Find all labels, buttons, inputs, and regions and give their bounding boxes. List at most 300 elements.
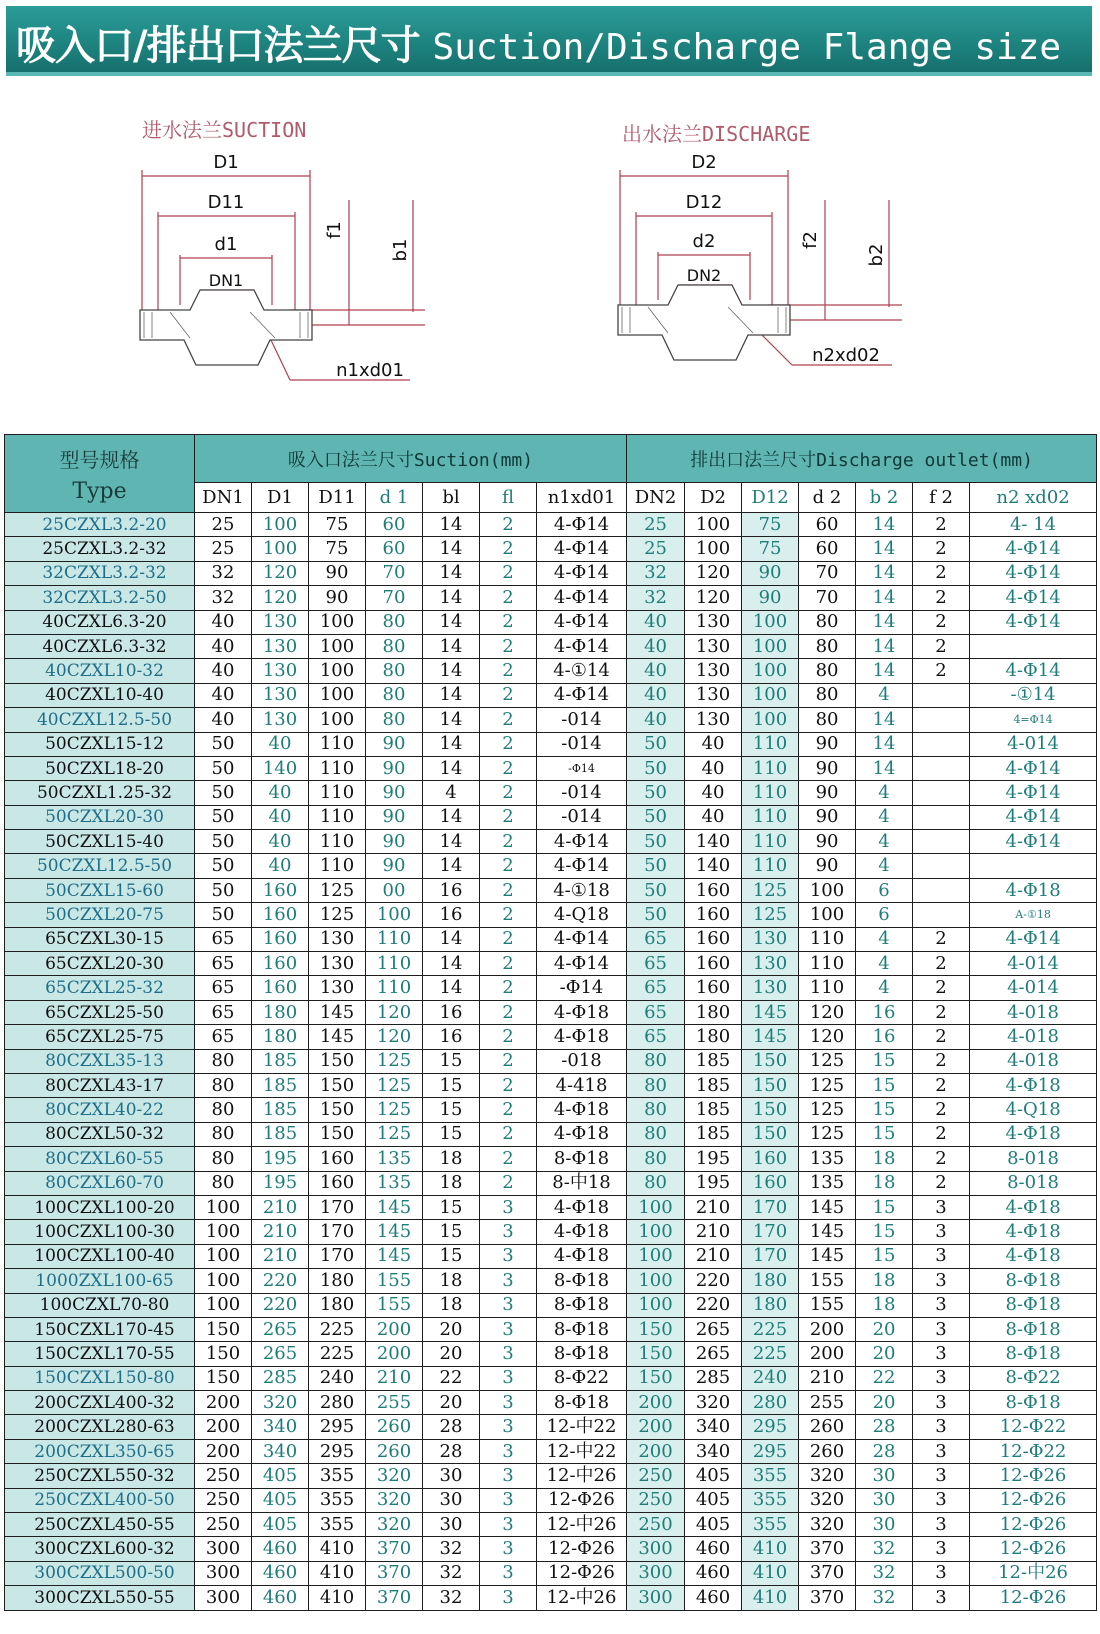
table-cell: 2 [480,1171,537,1195]
table-cell: 130 [685,634,742,658]
table-cell: 8-018 [970,1147,1097,1171]
label-d2: d2 [692,231,716,252]
table-cell: 2 [913,610,970,634]
table-cell: 90 [366,756,423,780]
table-cell [913,903,970,927]
table-cell: 100 [627,1269,685,1293]
table-cell: 100 [309,634,366,658]
label-f1: f1 [324,221,345,239]
table-cell: 30 [423,1488,480,1512]
table-cell: 4-Φ14 [537,952,627,976]
model-type-cell: 150CZXL150-80 [5,1366,195,1390]
table-row [5,1269,1097,1293]
table-cell: 80 [799,683,856,707]
table-cell: 25 [627,537,685,561]
table-row [5,732,1097,756]
table-cell: 100 [252,537,309,561]
table-cell: 14 [856,634,913,658]
table-cell: 225 [309,1317,366,1341]
model-type-cell: 40CZXL6.3-32 [5,634,195,658]
table-cell: 30 [856,1488,913,1512]
table-cell: 32 [856,1561,913,1585]
table-cell: 4 [856,952,913,976]
table-cell: 14 [856,586,913,610]
table-cell: 150 [627,1342,685,1366]
table-cell: 3 [913,1220,970,1244]
table-cell: 150 [627,1317,685,1341]
table-cell: 220 [252,1269,309,1293]
model-type-cell: 100CZXL100-30 [5,1220,195,1244]
table-cell: 150 [309,1098,366,1122]
table-cell: 100 [309,659,366,683]
model-type-cell: 80CZXL40-22 [5,1098,195,1122]
discharge-group-header: 排出口法兰尺寸Discharge outlet(mm) [627,435,1097,483]
table-cell: 60 [366,513,423,537]
table-cell: 3 [480,1586,537,1610]
model-type-cell: 250CZXL400-50 [5,1488,195,1512]
table-cell: 14 [423,659,480,683]
table-cell: 90 [799,732,856,756]
table-cell: 150 [309,1049,366,1073]
table-cell: 130 [252,634,309,658]
table-cell: 14 [856,537,913,561]
table-cell: 65 [627,1000,685,1024]
table-cell: 4-018 [970,1049,1097,1073]
table-cell: 50 [195,756,252,780]
table-cell: 28 [856,1439,913,1463]
table-cell: 50 [627,854,685,878]
table-row [5,708,1097,732]
table-row [5,683,1097,707]
table-cell: 110 [309,781,366,805]
table-cell: 320 [366,1488,423,1512]
table-cell: 50 [627,903,685,927]
table-cell: 80 [799,610,856,634]
table-cell: 8-Φ22 [970,1366,1097,1390]
table-cell: 200 [799,1317,856,1341]
column-header: D12 [742,483,799,513]
table-cell: 4-018 [970,1000,1097,1024]
table-cell: 14 [423,805,480,829]
table-cell: 14 [856,513,913,537]
table-cell: 14 [423,830,480,854]
table-row [5,976,1097,1000]
table-cell: 180 [742,1269,799,1293]
table-row [5,1586,1097,1610]
model-type-cell: 40CZXL6.3-20 [5,610,195,634]
table-cell: 2 [480,830,537,854]
table-cell: 4-Φ14 [537,610,627,634]
table-cell: 8-Φ22 [537,1366,627,1390]
table-cell: 6 [856,878,913,902]
table-cell: 18 [856,1171,913,1195]
model-type-cell: 65CZXL30-15 [5,927,195,951]
table-cell: 3 [480,1439,537,1463]
table-cell: 180 [309,1269,366,1293]
table-cell: 320 [252,1391,309,1415]
table-cell: 130 [252,659,309,683]
table-cell: 4-Φ14 [537,537,627,561]
table-cell: 8-Φ18 [970,1391,1097,1415]
table-cell: 8-Φ18 [537,1269,627,1293]
table-cell: 4- 14 [970,513,1097,537]
table-cell: 160 [252,927,309,951]
table-cell: 200 [627,1439,685,1463]
table-cell: 145 [366,1220,423,1244]
table-cell: 460 [685,1586,742,1610]
label-D12: D12 [685,192,723,213]
table-cell: 12-中26 [970,1561,1097,1585]
table-cell: 120 [252,586,309,610]
table-cell: 18 [856,1147,913,1171]
table-row [5,1220,1097,1244]
table-cell: 32 [423,1561,480,1585]
table-cell: 14 [423,513,480,537]
table-cell: 8-Φ18 [537,1293,627,1317]
table-cell: 2 [480,1000,537,1024]
model-type-cell: 80CZXL43-17 [5,1073,195,1097]
table-cell: 255 [366,1391,423,1415]
table-cell: 130 [685,659,742,683]
table-cell: 4-Φ18 [970,878,1097,902]
table-cell: 12-中26 [537,1513,627,1537]
table-cell: 285 [685,1366,742,1390]
model-type-cell: 1000ZXL100-65 [5,1269,195,1293]
table-cell: 180 [252,1025,309,1049]
table-cell: 210 [252,1244,309,1268]
table-cell: 4-Φ18 [970,1122,1097,1146]
table-cell: 160 [252,903,309,927]
model-type-cell: 65CZXL25-32 [5,976,195,1000]
column-header: D11 [309,483,366,513]
table-cell: 90 [799,756,856,780]
table-cell: 355 [309,1513,366,1537]
table-cell: 110 [742,756,799,780]
table-cell: 125 [799,1122,856,1146]
table-cell: 145 [366,1195,423,1219]
table-cell: 3 [480,1513,537,1537]
table-cell: 405 [252,1488,309,1512]
table-cell: 14 [423,610,480,634]
table-cell: 2 [913,513,970,537]
table-cell: 2 [480,903,537,927]
table-cell: 4-Φ14 [970,830,1097,854]
table-cell: 4-Φ14 [970,610,1097,634]
table-row [5,854,1097,878]
table-cell: 4-Φ18 [537,1025,627,1049]
table-cell: 2 [480,586,537,610]
table-cell: 140 [252,756,309,780]
table-cell: 2 [913,561,970,585]
table-cell: 160 [742,1171,799,1195]
table-cell: 3 [913,1586,970,1610]
table-cell: 100 [195,1220,252,1244]
table-cell: 200 [195,1391,252,1415]
table-cell: 340 [685,1415,742,1439]
table-cell: 130 [685,610,742,634]
table-cell: 120 [685,561,742,585]
column-header: DN2 [627,483,685,513]
table-cell: 15 [856,1195,913,1219]
table-cell: 2 [913,1147,970,1171]
table-cell: 65 [195,927,252,951]
table-cell: 145 [366,1244,423,1268]
table-cell: 20 [423,1317,480,1341]
table-cell: 340 [252,1415,309,1439]
table-cell: 18 [423,1293,480,1317]
table-cell: 8-Φ18 [970,1269,1097,1293]
table-cell: 260 [799,1439,856,1463]
table-cell: 40 [627,708,685,732]
table-cell: 90 [366,781,423,805]
table-cell: 130 [309,952,366,976]
table-cell: 3 [913,1513,970,1537]
model-type-cell: 300CZXL550-55 [5,1586,195,1610]
table-cell: 14 [856,561,913,585]
table-cell: 110 [366,927,423,951]
table-cell: 130 [252,708,309,732]
table-cell: 260 [799,1415,856,1439]
table-cell: 75 [742,513,799,537]
table-row [5,1317,1097,1341]
table-cell: 320 [366,1464,423,1488]
table-cell: 340 [252,1439,309,1463]
table-cell: 65 [195,976,252,1000]
table-cell: 65 [627,1025,685,1049]
table-cell: 4-Φ14 [537,854,627,878]
model-type-cell: 150CZXL170-55 [5,1342,195,1366]
table-cell: 2 [480,1122,537,1146]
table-cell: 3 [480,1561,537,1585]
model-type-cell: 300CZXL500-50 [5,1561,195,1585]
table-cell: 40 [627,610,685,634]
table-cell: 220 [685,1293,742,1317]
table-cell: 265 [685,1317,742,1341]
table-cell: 40 [685,756,742,780]
table-cell: 120 [252,561,309,585]
table-row [5,1488,1097,1512]
table-cell: 2 [913,976,970,1000]
table-cell: A-①18 [970,903,1097,927]
table-cell: 4-Φ14 [970,561,1097,585]
table-cell: 8-Φ18 [537,1391,627,1415]
table-cell: 110 [309,756,366,780]
table-cell: 15 [423,1220,480,1244]
table-cell: 100 [742,683,799,707]
label-n2xd02: n2xd02 [812,345,880,366]
table-cell: 32 [856,1586,913,1610]
table-cell: 200 [627,1415,685,1439]
type-header [5,435,195,513]
table-cell [913,708,970,732]
table-cell: 4-Φ14 [970,659,1097,683]
table-cell: 120 [799,1000,856,1024]
table-cell: 170 [742,1195,799,1219]
table-cell: 410 [309,1561,366,1585]
table-cell: 16 [423,1025,480,1049]
table-cell: 160 [309,1147,366,1171]
table-cell: 12-Φ26 [537,1561,627,1585]
title-cn: 吸入口/排出口法兰尺寸 [16,23,420,69]
table-cell: 265 [685,1342,742,1366]
table-cell: 4-①14 [537,659,627,683]
table-cell: 2 [480,952,537,976]
table-cell: 14 [423,756,480,780]
table-row [5,1391,1097,1415]
table-cell: 4-Φ14 [537,634,627,658]
model-type-cell: 50CZXL15-60 [5,878,195,902]
table-row [5,1415,1097,1439]
table-cell: 2 [913,1122,970,1146]
table-cell: 100 [252,513,309,537]
model-type-cell: 32CZXL3.2-50 [5,586,195,610]
table-cell: 80 [799,659,856,683]
table-cell: 16 [423,878,480,902]
table-cell: 80 [366,610,423,634]
table-cell: 100 [742,659,799,683]
table-cell: 80 [366,708,423,732]
table-cell: 370 [366,1537,423,1561]
table-cell: 150 [627,1366,685,1390]
table-cell: 195 [252,1171,309,1195]
table-cell: 195 [252,1147,309,1171]
table-row [5,634,1097,658]
table-cell: 3 [913,1561,970,1585]
table-cell: 145 [799,1195,856,1219]
table-cell: 2 [480,1098,537,1122]
column-header: fl [480,483,537,513]
type-header-cn: 型号规格 [59,447,140,472]
table-cell: 125 [366,1122,423,1146]
table-cell: 220 [252,1293,309,1317]
table-cell: 130 [252,610,309,634]
table-cell: 80 [195,1171,252,1195]
table-cell: -①14 [970,683,1097,707]
table-cell: 50 [195,854,252,878]
table-cell: 50 [627,732,685,756]
table-cell: 100 [799,878,856,902]
table-cell: 18 [856,1293,913,1317]
table-cell: 2 [480,537,537,561]
model-type-cell: 250CZXL450-55 [5,1513,195,1537]
table-cell: 100 [685,537,742,561]
table-cell: 355 [742,1488,799,1512]
table-cell: 160 [309,1171,366,1195]
table-cell: 14 [856,708,913,732]
table-row [5,610,1097,634]
table-cell: 340 [685,1439,742,1463]
table-cell: 15 [423,1122,480,1146]
table-cell: 4-Φ14 [537,830,627,854]
table-cell: 160 [742,1147,799,1171]
table-cell: 15 [423,1195,480,1219]
table-cell: 50 [627,756,685,780]
table-cell: 150 [195,1366,252,1390]
table-cell: 370 [799,1537,856,1561]
table-cell: 12-Φ26 [970,1537,1097,1561]
table-cell: 3 [913,1537,970,1561]
table-row [5,927,1097,951]
table-cell: 80 [195,1122,252,1146]
table-cell: 155 [799,1293,856,1317]
table-cell: 125 [799,1073,856,1097]
table-cell: 110 [742,732,799,756]
table-cell: 16 [856,1000,913,1024]
table-cell: 410 [742,1537,799,1561]
discharge-diagram-title: 出水法兰DISCHARGE [622,122,811,146]
table-cell: 2 [913,1000,970,1024]
table-cell: 405 [252,1464,309,1488]
table-cell: 300 [627,1586,685,1610]
table-cell: 160 [685,878,742,902]
table-cell: 180 [252,1000,309,1024]
table-row [5,805,1097,829]
table-cell: 80 [366,634,423,658]
table-cell: 8-Φ18 [537,1317,627,1341]
table-cell: -Φ14 [537,756,627,780]
model-type-cell: 80CZXL35-13 [5,1049,195,1073]
table-row [5,537,1097,561]
table-cell: 3 [913,1415,970,1439]
table-row [5,903,1097,927]
table-row [5,586,1097,610]
table-cell: 80 [627,1171,685,1195]
table-cell: 12-Φ26 [970,1488,1097,1512]
table-cell: 14 [856,610,913,634]
table-cell: 2 [480,927,537,951]
table-cell: 170 [309,1195,366,1219]
table-cell: 100 [742,610,799,634]
model-type-cell: 65CZXL25-50 [5,1000,195,1024]
table-cell: 50 [195,732,252,756]
table-cell: 80 [627,1147,685,1171]
table-cell: 2 [480,805,537,829]
table-cell: 3 [480,1317,537,1341]
table-cell: 110 [366,976,423,1000]
table-cell: 2 [480,513,537,537]
table-cell: 90 [309,561,366,585]
table-cell: 460 [685,1537,742,1561]
table-cell [970,634,1097,658]
table-cell: 12-中26 [537,1464,627,1488]
table-cell: 355 [309,1488,366,1512]
table-cell: 250 [627,1464,685,1488]
table-cell: 185 [252,1049,309,1073]
table-cell: 160 [685,976,742,1000]
table-cell: 60 [799,513,856,537]
table-cell: 14 [856,732,913,756]
table-cell: 2 [913,952,970,976]
table-cell: 2 [480,1025,537,1049]
table-row [5,513,1097,537]
table-cell: 2 [480,1073,537,1097]
table-cell: 80 [366,683,423,707]
table-row [5,1342,1097,1366]
table-cell: 80 [799,708,856,732]
table-cell: 100 [195,1195,252,1219]
table-cell: 300 [195,1537,252,1561]
table-cell: 160 [685,927,742,951]
table-cell: 40 [685,781,742,805]
table-cell: 100 [799,903,856,927]
table-cell: 14 [423,586,480,610]
model-type-cell: 200CZXL400-32 [5,1391,195,1415]
table-cell: 110 [309,830,366,854]
table-cell: 150 [742,1049,799,1073]
table-cell: 90 [799,854,856,878]
table-cell: 160 [685,903,742,927]
table-cell: 225 [742,1342,799,1366]
